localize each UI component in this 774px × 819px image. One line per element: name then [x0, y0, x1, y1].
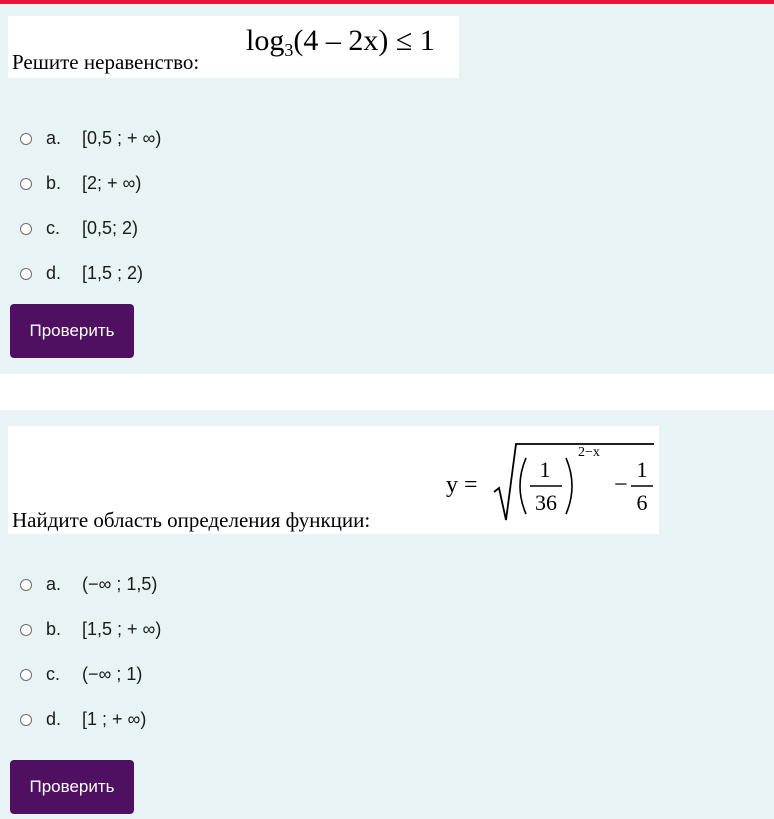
frac2-numerator: 1 [636, 457, 648, 482]
option-c[interactable] [20, 652, 161, 697]
radio-button[interactable] [20, 669, 32, 681]
radio-button[interactable] [20, 268, 32, 280]
answer-options [20, 116, 161, 296]
radio-button[interactable] [20, 133, 32, 145]
option-b[interactable] [20, 161, 161, 206]
option-value: [0,5; 2) [82, 218, 139, 238]
option-letter: c. [46, 664, 61, 684]
function-formula [444, 434, 654, 528]
question-text: Найдите область определения функции: [12, 508, 371, 532]
option-b[interactable] [20, 607, 161, 652]
option-letter: b. [46, 173, 62, 193]
radio-button[interactable] [20, 579, 32, 591]
left-paren-icon [520, 458, 526, 514]
option-letter: c. [46, 218, 61, 238]
option-letter: b. [46, 619, 62, 639]
option-value: [0,5 ; + ∞) [82, 128, 162, 148]
option-value: (−∞ ; 1,5) [82, 574, 158, 594]
option-value: [2; + ∞) [82, 173, 142, 193]
right-paren-icon [566, 458, 572, 514]
option-letter: a. [46, 128, 62, 148]
option-value: [1,5 ; 2) [82, 263, 144, 283]
radio-button[interactable] [20, 178, 32, 190]
radio-button[interactable] [20, 223, 32, 235]
sqrt-icon [494, 444, 654, 520]
option-value: [1,5 ; + ∞) [82, 619, 162, 639]
option-value: [1 ; + ∞) [82, 709, 147, 729]
option-letter: d. [46, 709, 62, 729]
question-card-1 [0, 4, 774, 374]
option-letter: a. [46, 574, 62, 594]
question-text: Решите неравенство: [12, 50, 200, 74]
answer-options [20, 562, 161, 742]
check-button[interactable]: Проверить [10, 304, 134, 358]
radio-button[interactable] [20, 714, 32, 726]
inequality-formula: $\log_3(4 - 2x) \le 1$ [246, 24, 435, 60]
question-text-box [8, 16, 459, 78]
option-c[interactable] [20, 206, 161, 251]
option-d[interactable] [20, 251, 161, 296]
frac2-denominator: 6 [636, 490, 648, 515]
option-d[interactable] [20, 697, 161, 742]
option-a[interactable] [20, 562, 161, 607]
formula-y: y = [446, 472, 478, 498]
frac1-numerator: 1 [539, 457, 551, 482]
radio-button[interactable] [20, 624, 32, 636]
option-a[interactable] [20, 116, 161, 161]
question-card-2 [0, 410, 774, 819]
question-text-box [8, 426, 659, 534]
formula-exponent: 2−x [578, 445, 600, 460]
option-value: (−∞ ; 1) [82, 664, 143, 684]
frac1-denominator: 36 [535, 490, 557, 515]
check-button[interactable]: Проверить [10, 760, 134, 814]
formula-minus: − [614, 472, 628, 498]
option-letter: d. [46, 263, 62, 283]
